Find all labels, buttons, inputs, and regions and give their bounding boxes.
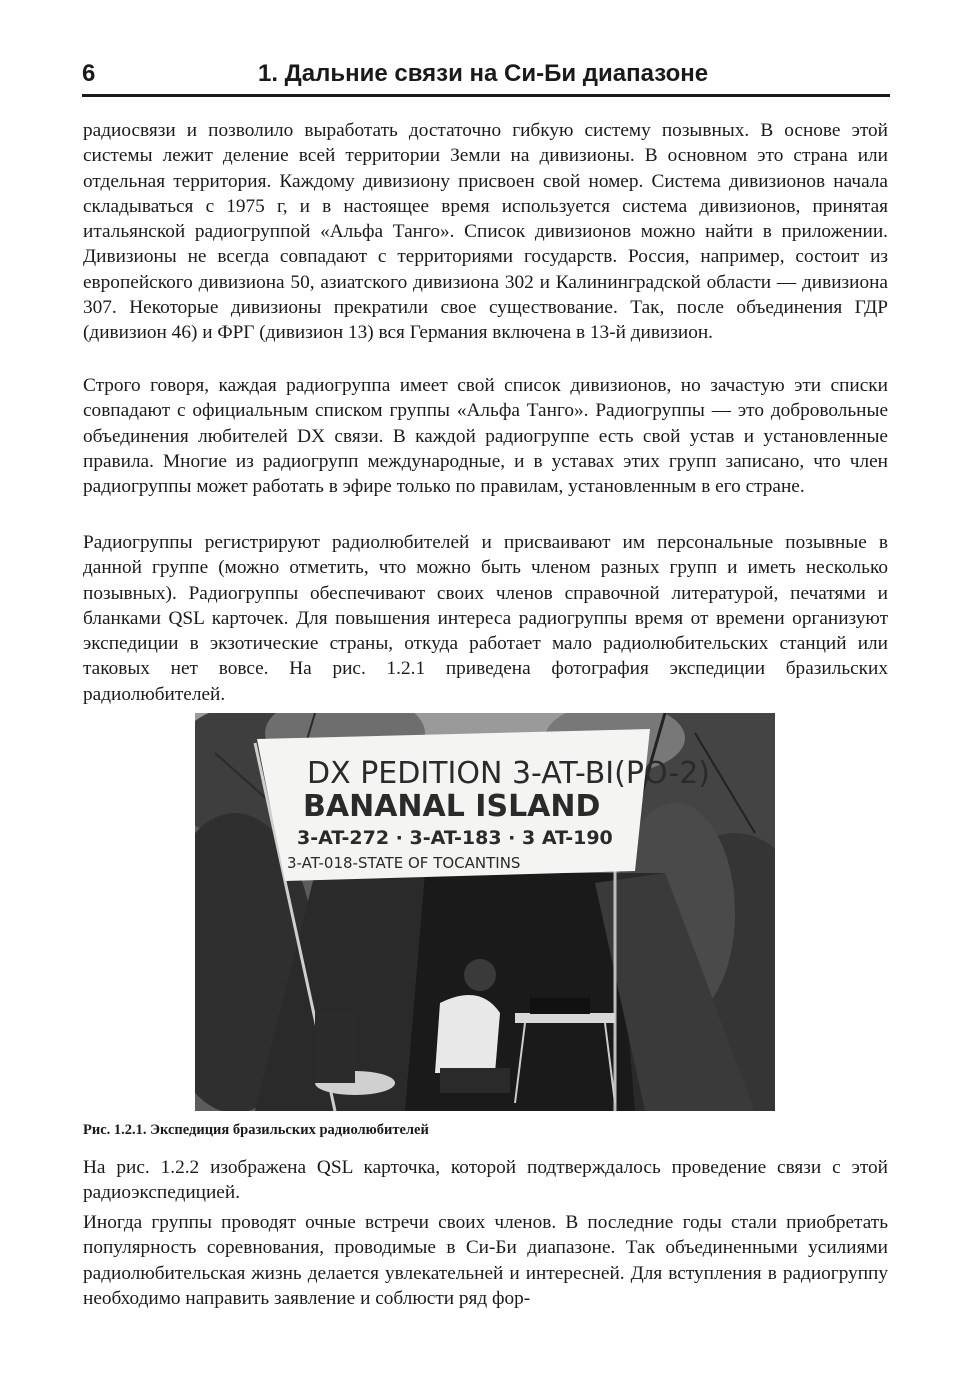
body-paragraph-3: Радиогруппы регистрируют радиолюбителей и присваивают им персональные позывные в данной группе (можно отметить, что можно быть членом разных групп и иметь несколько позывных). Радиогруппы обеспечивают своих членов справочной литературой, печатями и бланками QSL карточек. Для повышения интереса радиогруппы время от времени организуют экспедиции в экзотические страны, откуда работает мало радиолюбительских станций или таковых нет вовсе. На рис. 1.2.1 приведена фотография экспедиции бразильских радиолюбителей. — [83, 532, 888, 705]
banner-line-3: 3-AT-272 · 3-AT-183 · 3 AT-190 — [297, 827, 613, 849]
banner-line-1: DX PEDITION 3-AT-BI(PO-2) — [307, 756, 711, 791]
banner-line-2: BANANAL ISLAND — [303, 789, 601, 824]
body-paragraph-2: Строго говоря, каждая радиогруппа имеет свой список дивизионов, но зачастую эти списки совпадают с официальным списком группы «Альфа Танго». Радиогруппы — это добровольные объединения любителей DX связи. В каждой радиогруппе есть свой устав и установленные правила. Многие из радиогрупп международные, и в уставах этих групп записано, что член радиогруппы может работать в эфире только по правилам, установленным в его стране. — [83, 375, 888, 498]
banner-line-4: 3-AT-018-STATE OF TOCANTINS — [287, 854, 521, 872]
body-paragraph-4: На рис. 1.2.2 изображена QSL карточка, которой подтверждалось проведение связи с этой радиоэкспедицией. — [83, 1157, 888, 1204]
chapter-title: 1. Дальние связи на Си-Би диапазоне — [258, 60, 709, 87]
page-number: 6 — [82, 60, 96, 87]
figure-caption: Рис. 1.2.1. Экспедиция бразильских радиолюбителей — [83, 1122, 429, 1138]
expedition-photo — [195, 713, 775, 1111]
page-header — [82, 58, 890, 97]
body-paragraph-1: радиосвязи и позволило выработать достаточно гибкую систему позывных. В основе этой системы лежит деление всей территории Земли на дивизионы. В основном это страна или отдельная территория. Каждому дивизиону присвоен свой номер. Система дивизионов начала складываться с 1975 г, и в настоящее время используется система дивизионов, принятая итальянской радиогруппой «Альфа Танго». Список дивизионов можно найти в приложении. Дивизионы не всегда совпадают с территориями государств. Россия, например, состоит из европейского дивизиона 50, азиатского дивизиона 302 и Калининградской области — дивизиона 307. Некоторые дивизионы прекратили свое существование. Так, после объединения ГДР (дивизион 46) и ФРГ (дивизион 13) вся Германия включена в 13-й дивизион. — [83, 120, 888, 344]
body-paragraph-5: Иногда группы проводят очные встречи своих членов. В последние годы стали приобретать популярность соревнования, проводимые в Си-Би диапазоне. Так объединенными усилиями радиолюбительская жизнь делается увлекательней и интересней. Для вступления в радиогруппу необходимо направить заявление и соблюсти ряд фор- — [83, 1212, 888, 1309]
